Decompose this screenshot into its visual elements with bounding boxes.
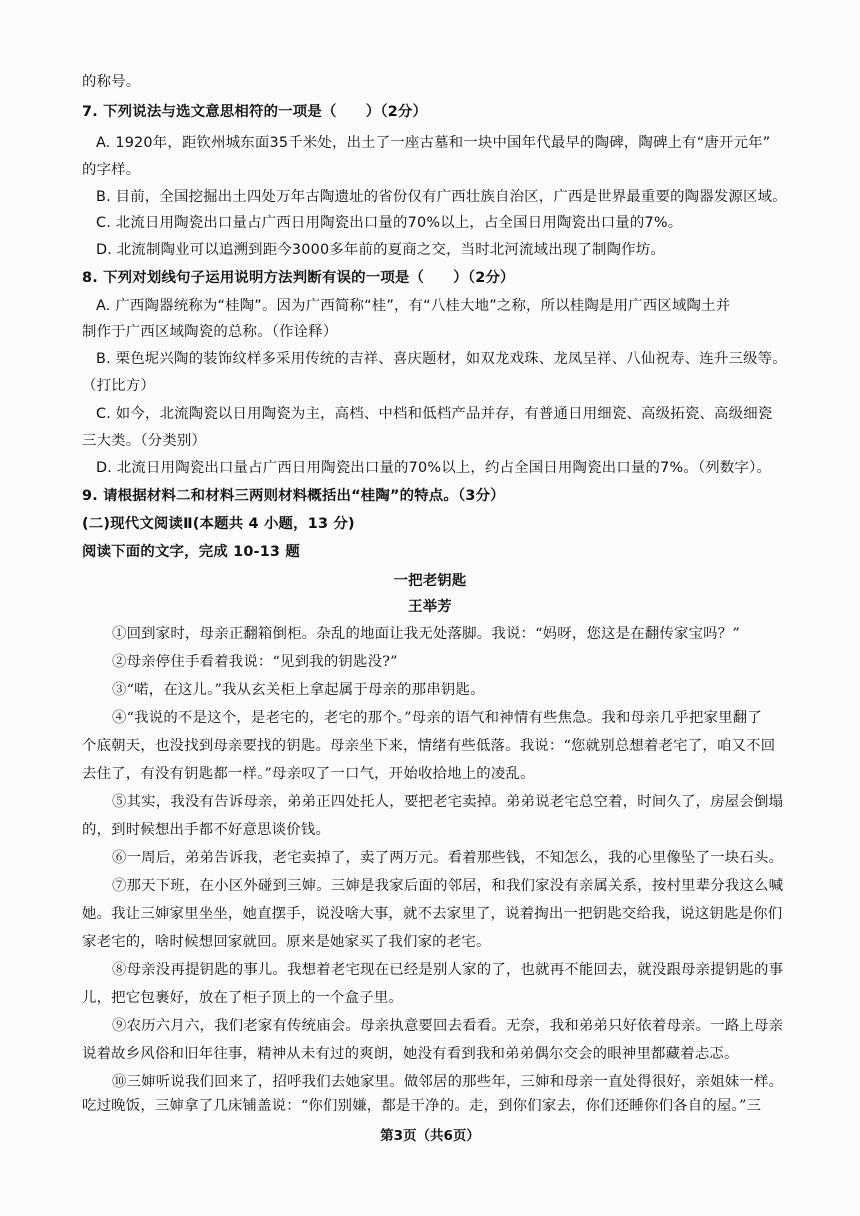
article-paragraph-4-line3: 去住了，有没有钥匙都一样。”母亲叹了一口气，开始收拾地上的凌乱。 [82, 766, 535, 782]
article-paragraph-3: ③“喏，在这儿。”我从玄关柜上拿起属于母亲的那串钥匙。 [112, 682, 485, 698]
section-2-title: (二)现代文阅读Ⅱ(本题共 4 小题，13 分) [82, 516, 355, 532]
article-paragraph-9-line2: 说着故乡风俗和旧年往事，精神从未有过的爽朗，她没有看到我和弟弟偶尔交会的眼神里都藏着忐忑。 [82, 1046, 739, 1062]
section-2-instruction: 阅读下面的文字，完成 10-13 题 [82, 544, 300, 560]
article-paragraph-8-line1: ⑧母亲没再提钥匙的事儿。我想着老宅现在已经是别人家的了，也就再不能回去，就没跟母亲提钥匙的事 [112, 962, 784, 978]
article-paragraph-10-line2: 吃过晚饭，三婶拿了几床铺盖说：“你们别嫌，都是干净的。走，到你们家去，你们还睡你们各自的屋。”三 [82, 1098, 762, 1114]
article-paragraph-4-line1: ④“我说的不是这个，是老宅的，老宅的那个。”母亲的语气和神情有些焦急。我和母亲几乎把家里翻了 [112, 710, 762, 726]
article-paragraph-7-line3: 家老宅的，啥时候想回家就回。原来是她家买了我们家的老宅。 [82, 934, 491, 950]
article-paragraph-8-line2: 儿，把它包裹好，放在了柜子顶上的一个盒子里。 [82, 990, 403, 1006]
q7-option-a-line1: A. 1920年，距钦州城东面35千米处，出土了一座古墓和一块中国年代最早的陶碑，陶碑上有“唐开元年” [96, 135, 771, 151]
q7-option-b: B. 目前，全国挖掘出土四处万年古陶遗址的省份仅有广西壮族自治区，广西是世界最重要的陶器发源区域。 [96, 189, 787, 205]
q7-option-c: C. 北流日用陶瓷出口量占广西日用陶瓷出口量的70%以上，占全国日用陶瓷出口量的7%。 [96, 215, 683, 231]
question-7-stem: 7. 下列说法与选文意思相符的一项是（ ）（2分） [82, 104, 428, 120]
article-paragraph-5-line1: ⑤其实，我没有告诉母亲，弟弟正四处托人，要把老宅卖掉。弟弟说老宅总空着，时间久了，房屋会倒塌 [112, 794, 784, 810]
article-paragraph-6: ⑥一周后，弟弟告诉我，老宅卖掉了，卖了两万元。看着那些钱，不知怎么，我的心里像坠了一块石头。 [112, 850, 784, 866]
q8-option-b-line1: B. 栗色坭兴陶的装饰纹样多采用传统的吉祥、喜庆题材，如双龙戏珠、龙凤呈祥、八仙祝寿、连升三级等。 [96, 351, 787, 367]
question-8-stem: 8. 下列对划线句子运用说明方法判断有误的一项是（ ）（2分） [82, 270, 515, 286]
article-paragraph-9-line1: ⑨农历六月六，我们老家有传统庙会。母亲执意要回去看看。无奈，我和弟弟只好依着母亲。一路上母亲 [112, 1018, 784, 1034]
q8-option-c-line2: 三大类。（分类别） [82, 433, 207, 449]
article-paragraph-1: ①回到家时，母亲正翻箱倒柜。杂乱的地面让我无处落脚。我说：“妈呀，您这是在翻传家宝吗？” [112, 626, 740, 642]
article-paragraph-10-line1: ⑩三婶听说我们回来了，招呼我们去她家里。做邻居的那些年，三婶和母亲一直处得很好，亲姐妹一样。 [112, 1074, 784, 1090]
q8-option-c-line1: C. 如今，北流陶瓷以日用陶瓷为主，高档、中档和低档产品并存，有普通日用细瓷、高级拓瓷、高级细瓷 [96, 406, 773, 422]
article-paragraph-7-line1: ⑦那天下班，在小区外碰到三婶。三婶是我家后面的邻居，和我们家没有亲属关系，按村里辈分我这么喊 [112, 878, 784, 894]
q7-option-a-line2: 的字样。 [82, 162, 141, 178]
q8-option-a-line1: A. 广西陶器统称为“桂陶”。因为广西简称“桂”，有“八桂大地”之称，所以桂陶是用广西区域陶土并 [96, 298, 731, 314]
q8-option-a-line2: 制作于广西区域陶瓷的总称。（作诠释） [82, 324, 338, 340]
continuation-text: 的称号。 [82, 74, 141, 90]
article-paragraph-7-line2: 她。我让三婶家里坐坐，她直摆手，说没啥大事，就不去家里了，说着掏出一把钥匙交给我，说这钥匙是你们 [82, 906, 783, 922]
page-number: 第3页（共6页） [380, 1128, 480, 1144]
article-author: 王举芳 [408, 598, 452, 615]
question-9-stem: 9. 请根据材料二和材料三两则材料概括出“桂陶”的特点。（3分） [82, 488, 505, 504]
article-paragraph-2: ②母亲停住手看着我说：“见到我的钥匙没?” [112, 654, 398, 670]
article-paragraph-4-line2: 个底朝天，也没找到母亲要找的钥匙。母亲坐下来，情绪有些低落。我说：“您就别总想着老宅了，咱又不回 [82, 738, 776, 754]
q8-option-d: D. 北流日用陶瓷出口量占广西日用陶瓷出口量的70%以上，约占全国日用陶瓷出口量的7%。（列数字）。 [96, 460, 772, 476]
article-paragraph-5-line2: 的，到时候想出手都不好意思谈价钱。 [82, 822, 331, 838]
q8-option-b-line2: （打比方） [82, 378, 155, 394]
q7-option-d: D. 北流制陶业可以追溯到距今3000多年前的夏商之交，当时北河流域出现了制陶作坊。 [96, 242, 665, 258]
article-title: 一把老钥匙 [393, 572, 467, 589]
